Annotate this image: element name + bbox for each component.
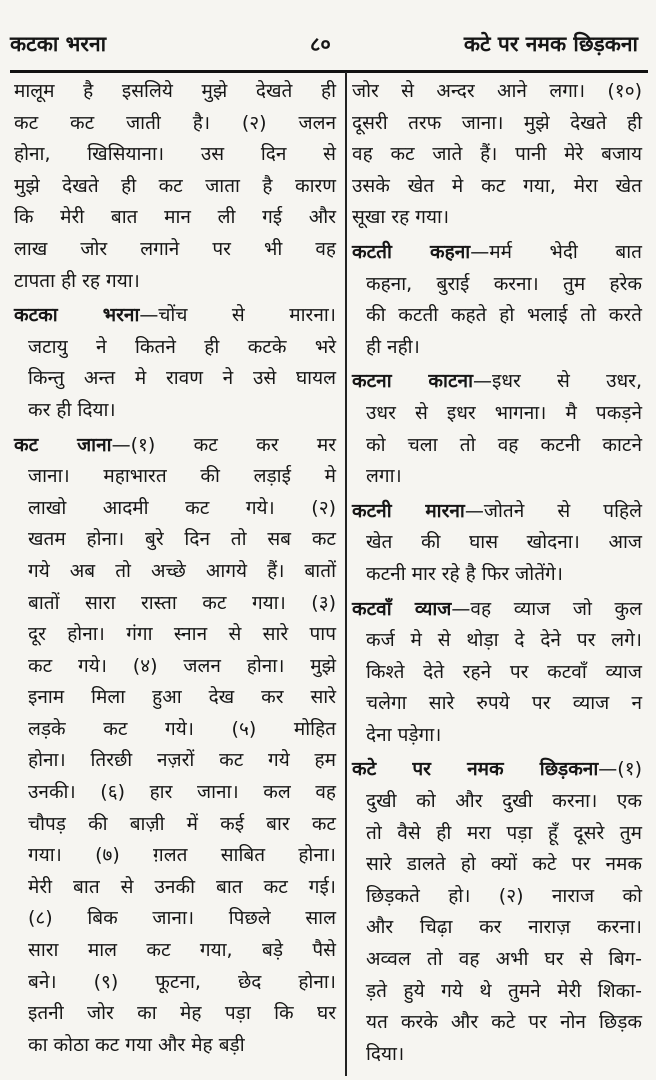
dictionary-entry <box>352 237 642 363</box>
text-line: कर ही दिया। <box>28 398 116 421</box>
text-line: खतम होना। बुरे दिन तो सब कट <box>28 528 336 551</box>
headword: कट जाना <box>14 433 112 456</box>
entry-first-line <box>14 300 336 332</box>
text-line: इतनी जोर का मेह पड़ा कि घर <box>28 1002 336 1025</box>
text-line: कटनी मार रहे है फिर जोतेंगे। <box>366 562 563 585</box>
left-column <box>14 76 336 1064</box>
text-line: सारे डालते हो क्यों कटे पर नमक <box>366 853 642 876</box>
text-line: लाख जोर लगाने पर भी वह <box>14 237 336 260</box>
headword: कटना काटना <box>352 370 473 393</box>
definition-start: —वह व्याज जो कुल <box>451 597 642 620</box>
text-line: (८) बिक जाना। पिछले साल <box>28 907 336 930</box>
headword: कटनी मारना <box>352 499 465 522</box>
text-line: कि मेरी बात मान ली गई और <box>14 206 336 229</box>
definition-start: —चोंच से मारना। <box>139 304 336 327</box>
text-line: जाना। महाभारत की लड़ाई मे <box>28 465 336 488</box>
definition-start: —इधर से उधर, <box>473 370 642 393</box>
text-line: लाखो आदमी कट गये। (२) <box>28 496 336 519</box>
text-line: कट कट जाती है। (२) जलन <box>14 111 336 134</box>
text-line: और चिढ़ा कर नाराज़ करना। <box>366 916 642 939</box>
entry-first-line <box>352 594 642 626</box>
text-line: अव्वल तो वह अभी घर से बिग- <box>366 948 642 971</box>
entry-first-line <box>352 237 642 269</box>
dictionary-entry <box>14 76 336 297</box>
dictionary-entry <box>352 496 642 591</box>
dictionary-entry <box>352 754 642 1070</box>
text-line: कर्ज मे से थोड़ा दे देने पर लगे। <box>366 629 642 652</box>
dictionary-entry <box>352 594 642 752</box>
text-line: मेरी बात से उनकी बात कट गई। <box>28 875 336 898</box>
dictionary-entry <box>352 366 642 492</box>
text-line: यत करके और कटे पर नोन छिड़क <box>366 1011 642 1034</box>
definition-start: —मर्म भेदी बात <box>470 240 642 263</box>
text-line: ड़ते हुये गये थे तुमने मेरी शिका- <box>366 979 642 1002</box>
text-line: जोर से अन्दर आने लगा। (१०) <box>352 80 642 102</box>
text-line: जटायु ने कितने ही कटके भरे <box>28 335 336 358</box>
text-line: मुझे देखते ही कट जाता है कारण <box>14 174 336 197</box>
text-line: लगा। <box>366 465 402 488</box>
text-line: चौपड़ की बाज़ी में कई बार कट <box>28 812 336 835</box>
text-line: उनकी। (६) हार जाना। कल वह <box>28 781 336 804</box>
text-line: कट गये। (४) जलन होना। मुझे <box>28 654 336 677</box>
text-line: दूसरी तरफ जाना। मुझे देखते ही <box>352 111 642 134</box>
text-line: इनाम मिला हुआ देख कर सारे <box>28 686 336 709</box>
text-line: चलेगा सारे रुपये पर व्याज न <box>366 692 642 715</box>
entry-first-line <box>352 366 642 398</box>
page-number: ८० <box>310 32 331 56</box>
headword: कटे पर नमक छिड़कना <box>352 758 599 781</box>
dictionary-entry <box>14 430 336 1062</box>
text-line: टापता ही रह गया। <box>14 269 140 292</box>
entry-first-line <box>14 430 336 462</box>
header-left-headword: कटका भरना <box>10 32 107 56</box>
text-line: का कोठा कट गया और मेह बड़ी <box>28 1033 245 1056</box>
text-line: को चला तो वह कटनी काटने <box>366 433 642 456</box>
text-line: दिया। <box>366 1042 405 1065</box>
text-line: होना, खिसियाना। उस दिन से <box>14 143 336 166</box>
text-line: की कटती कहते हो भलाई तो करते <box>366 304 642 327</box>
dictionary-entry <box>14 300 336 426</box>
entry-first-line <box>352 754 642 786</box>
text-line: बने। (९) फूटना, छेद होना। <box>28 970 336 993</box>
dictionary-entry <box>352 76 642 234</box>
definition-start: —(१) <box>598 758 642 781</box>
text-line: तो वैसे ही मरा पड़ा हूँ दूसरे तुम <box>366 821 642 844</box>
right-column <box>352 76 642 1073</box>
text-line: वह कट जाते हैं। पानी मेरे बजाय <box>352 143 642 166</box>
text-line: लड़के कट गये। (५) मोहित <box>28 717 336 740</box>
text-line: उधर से इधर भागना। मै पकड़ने <box>366 401 642 424</box>
headword: कटती कहना <box>352 240 471 263</box>
headword: कटवाँ व्याज <box>352 597 452 620</box>
text-line: किश्ते देते रहने पर कटवाँ व्याज <box>366 660 642 683</box>
text-line: खेत की घास खोदना। आज <box>366 531 642 554</box>
entry-first-line <box>352 496 642 528</box>
text-line: सूखा रह गया। <box>352 206 450 229</box>
text-line: उसके खेत मे कट गया, मेरा खेत <box>352 174 642 197</box>
definition-start: —(१) कट कर मर <box>111 433 336 456</box>
text-line: कहना, बुराई करना। तुम हरेक <box>366 272 642 295</box>
text-line: ही नही। <box>366 335 420 358</box>
text-line: गया। (७) ग़लत साबित होना। <box>28 844 336 867</box>
text-line: होना। तिरछी नज़रों कट गये हम <box>28 749 336 772</box>
text-line: सारा माल कट गया, बड़े पैसे <box>28 939 336 962</box>
text-line: दुखी को और दुखी करना। एक <box>366 790 642 813</box>
definition-start: —जोतने से पहिले <box>464 499 642 522</box>
headword: कटका भरना <box>14 304 140 327</box>
header-right-headword: कटे पर नमक छिड़कना <box>463 32 638 56</box>
text-line: मालूम है इसलिये मुझे देखते ही <box>14 80 336 102</box>
header-rule <box>10 70 648 73</box>
text-line: गये अब तो अच्छे आगये हैं। बातों <box>28 559 336 582</box>
text-line: देना पड़ेगा। <box>366 723 442 746</box>
running-header <box>10 26 648 62</box>
text-line: बातों सारा रास्ता कट गया। (३) <box>28 591 336 614</box>
text-line: छिड़कते हो। (२) नाराज को <box>366 884 642 907</box>
text-line: दूर होना। गंगा स्नान से सारे पाप <box>28 623 336 646</box>
text-line: किन्तु अन्त मे रावण ने उसे घायल <box>28 367 336 390</box>
column-divider <box>345 72 347 1076</box>
